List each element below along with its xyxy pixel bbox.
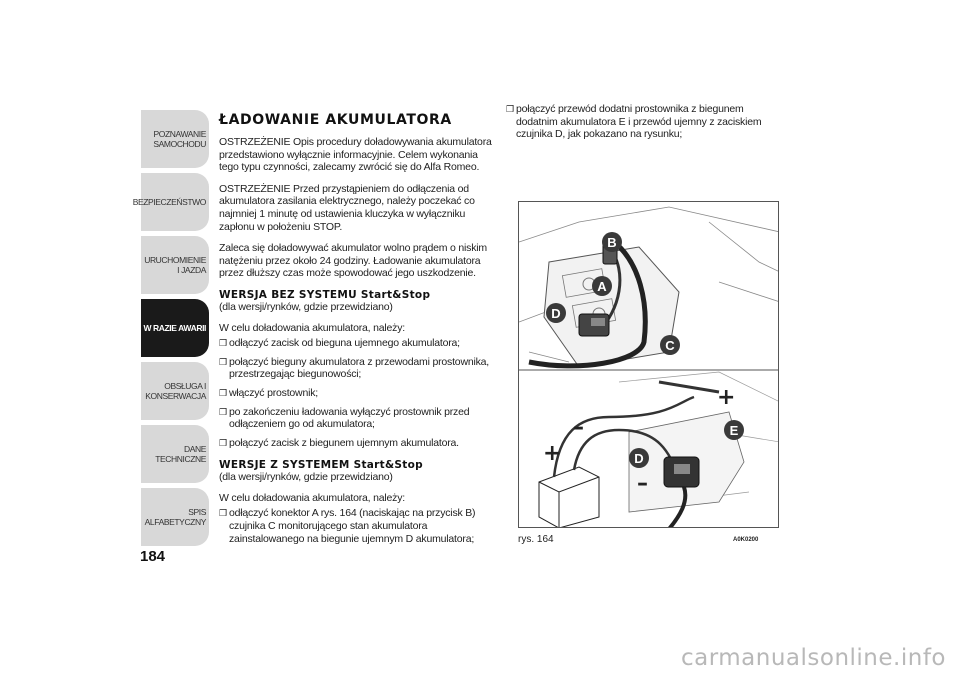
- nav-tab-label: OBSŁUGA I KONSERWACJA: [145, 381, 206, 401]
- battery-illustration: [519, 202, 779, 528]
- nav-tab-spis-alfabetyczny[interactable]: [141, 488, 209, 546]
- section-intro: W celu doładowania akumulatora, należy:: [219, 321, 405, 334]
- warning-paragraph: OSTRZEŻENIE Opis procedury doładowywania akumulatora przedstawiono wyłącznie informacyjnie. Celem wykonania tego typu czynności, zalecamy zwrócić się do Alfa Romeo.: [219, 136, 492, 174]
- list-item-text: po zakończeniu ładowania wyłączyć prostownik przed odłączeniem go od akumulatora;: [229, 405, 470, 431]
- figure-code: A0K0200: [733, 537, 759, 543]
- nav-tab-bezpieczenstwo[interactable]: [132, 173, 209, 231]
- checkbox-bullet-icon: ❒: [219, 406, 227, 417]
- advice-paragraph: Zaleca się doładowywać akumulator wolno prądem o niskim natężeniu przez około 24 godziny. Ładowanie akumulatora przez dłuższy czas może spowodować jego uszkodzenie.: [219, 242, 487, 280]
- checkbox-bullet-icon: ❒: [506, 104, 514, 114]
- sign-plus-battery: +: [717, 385, 736, 410]
- list-item-text: połączyć przewód dodatni prostownika z biegunem dodatnim akumulatora E i przewód ujemny z zaciskiem czujnika D, jak pokazano na rysunku;: [516, 103, 762, 141]
- nav-tab-dane-techniczne[interactable]: [141, 425, 209, 483]
- section-heading: WERSJE Z SYSTEMEM Start&Stop: [219, 459, 423, 472]
- nav-tab-label: W RAZIE AWARII: [143, 323, 206, 333]
- charger-box: [539, 467, 599, 528]
- nav-tab-obsluga[interactable]: [141, 362, 209, 420]
- page-title: ŁADOWANIE AKUMULATORA: [219, 112, 452, 128]
- list-item: [219, 406, 499, 431]
- figure-label-d: D: [551, 306, 561, 321]
- nav-tab-uruchomienie[interactable]: [141, 236, 209, 294]
- sensor-d-lower: [664, 457, 699, 487]
- list-item: [219, 356, 499, 381]
- checkbox-bullet-icon: ❒: [219, 338, 227, 349]
- figure-caption: rys. 164: [518, 534, 554, 545]
- list-item: [506, 103, 778, 141]
- checkbox-bullet-icon: ❒: [219, 437, 227, 448]
- nav-tab-label: BEZPIECZEŃSTWO: [132, 197, 206, 207]
- nav-tab-label: URUCHOMIENIE I JAZDA: [144, 255, 206, 275]
- page-number: 184: [140, 548, 166, 565]
- sensor-d: [579, 314, 609, 336]
- list-item-text: włączyć prostownik;: [229, 386, 318, 399]
- right-column: [506, 103, 778, 147]
- figure-label-e: E: [729, 423, 739, 438]
- watermark: carmanualsonline.info: [680, 645, 946, 671]
- section-subtitle: (dla wersji/rynków, gdzie przewidziano): [219, 471, 393, 484]
- warning-paragraph: OSTRZEŻENIE Przed przystąpieniem do odłączenia od akumulatora zasilania elektrycznego, należy poczekać co najmniej 1 minutę od ustawienia kluczyka w wyłączniku zapłonu w położeniu STOP.: [219, 182, 475, 233]
- checkbox-bullet-icon: ❒: [219, 387, 227, 398]
- figure-label-d-lower: D: [634, 451, 644, 466]
- section-heading: WERSJA BEZ SYSTEMU Start&Stop: [219, 288, 431, 301]
- list-item-text: odłączyć zacisk od bieguna ujemnego akumulatora;: [229, 337, 460, 350]
- nav-tab-w-razie-awarii[interactable]: [141, 299, 209, 357]
- battery-upper: [544, 247, 679, 367]
- section-subtitle: (dla wersji/rynków, gdzie przewidziano): [219, 300, 393, 313]
- figure-label-c: C: [665, 338, 675, 353]
- left-column: [219, 112, 499, 551]
- list-item: [219, 437, 499, 450]
- figure-label-a: A: [597, 279, 607, 294]
- sign-plus-charger: +: [543, 441, 562, 466]
- checkbox-bullet-icon: ❒: [219, 356, 227, 367]
- list-item-text: połączyć zacisk z biegunem ujemnym akumulatora.: [229, 436, 459, 449]
- battery-figure: [518, 201, 779, 528]
- list-item: [219, 337, 499, 350]
- figure-label-b: B: [607, 235, 617, 250]
- sign-minus-sensor: –: [637, 471, 648, 496]
- list-item-text: połączyć bieguny akumulatora z przewodami prostownika, przestrzegając biegunowości;: [229, 355, 490, 381]
- section-intro: W celu doładowania akumulatora, należy:: [219, 491, 405, 504]
- chapter-nav: [132, 110, 209, 551]
- sign-minus-upper: –: [573, 415, 584, 440]
- list-item: [219, 507, 499, 545]
- list-item-text: odłączyć konektor A rys. 164 (naciskając na przycisk B) czujnika C monitorującego stan akumulatora zainstalowanego na biegunie ujemnym D akumulatora;: [229, 507, 476, 545]
- clamp-positive: [659, 382, 719, 392]
- nav-tab-label: DANE TECHNICZNE: [155, 444, 206, 464]
- nav-tab-poznawanie[interactable]: [141, 110, 209, 168]
- nav-tab-label: POZNAWANIE SAMOCHODU: [153, 129, 206, 149]
- list-item: [219, 387, 499, 400]
- nav-tab-label: SPIS ALFABETYCZNY: [144, 507, 206, 527]
- checkbox-bullet-icon: ❒: [219, 508, 227, 519]
